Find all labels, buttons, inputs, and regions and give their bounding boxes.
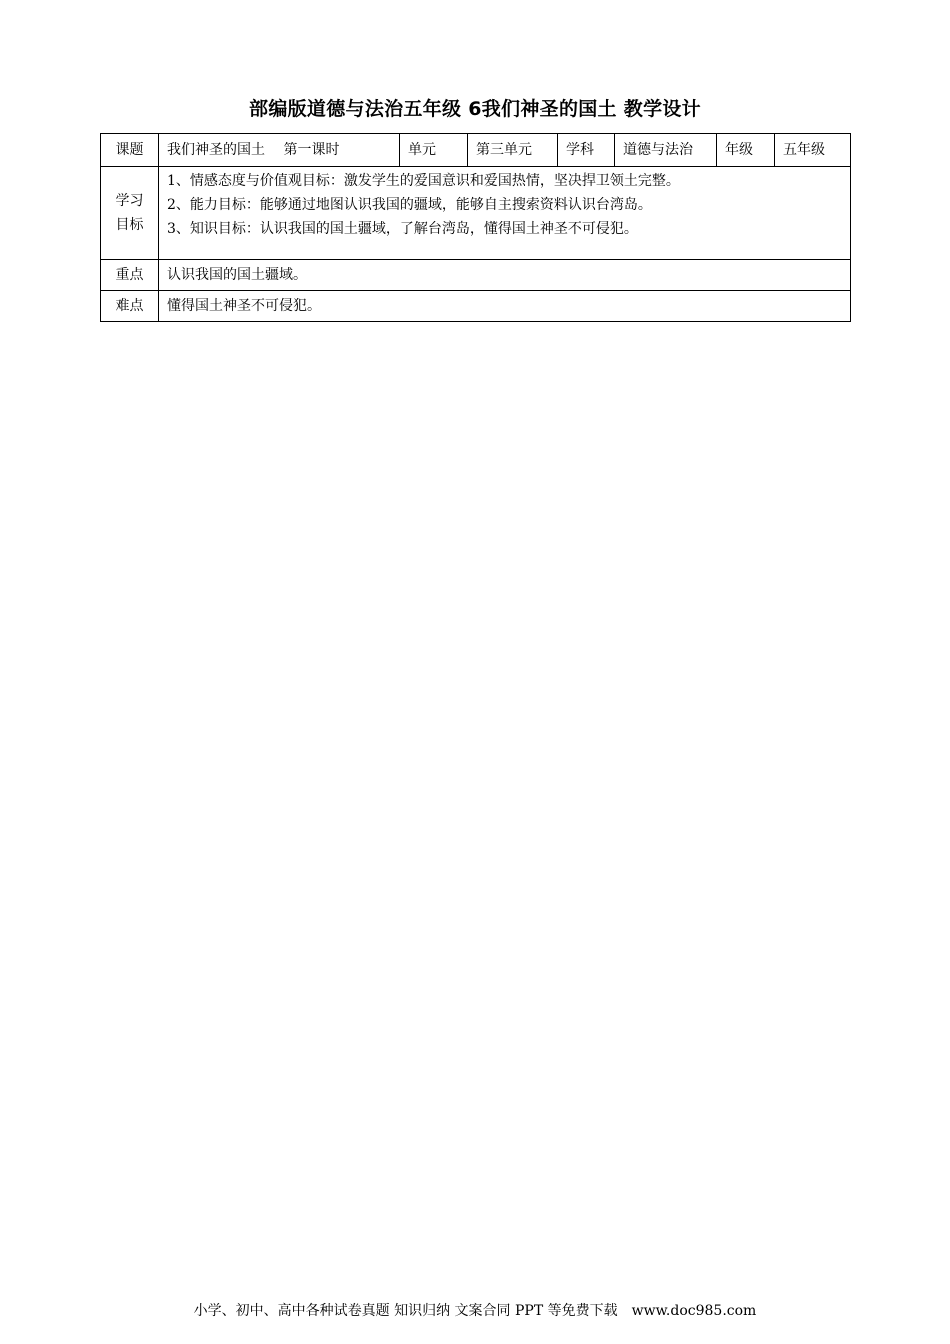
page-footer: 小学、初中、高中各种试卷真题 知识归纳 文案合同 PPT 等免费下载 www.doc985.com bbox=[193, 1303, 757, 1319]
goal-item-ability: 2、能力目标：能够通过地图认识我国的疆域，能够自主搜索资料认识台湾岛。 bbox=[167, 197, 652, 213]
unit-value: 第三单元 bbox=[468, 134, 558, 167]
difficulty-label: 难点 bbox=[101, 291, 159, 322]
key-point-label: 重点 bbox=[101, 260, 159, 291]
learning-goals-label-line1: 学习 bbox=[115, 193, 144, 209]
topic-label: 课题 bbox=[101, 134, 159, 167]
table-row-key-point bbox=[101, 260, 851, 291]
topic-value: 我们神圣的国土 第一课时 bbox=[159, 134, 400, 167]
grade-label: 年级 bbox=[717, 134, 775, 167]
goal-item-emotion: 1、情感态度与价值观目标：激发学生的爱国意识和爱国热情，坚决捍卫领土完整。 bbox=[167, 173, 680, 189]
table-row-learning-goals bbox=[101, 167, 851, 260]
document-title: 部编版道德与法治五年级 6我们神圣的国土 教学设计 bbox=[249, 98, 701, 120]
table-row-header-info bbox=[101, 134, 851, 167]
goal-item-knowledge: 3、知识目标：认识我国的国土疆域，了解台湾岛，懂得国土神圣不可侵犯。 bbox=[167, 221, 638, 237]
grade-value: 五年级 bbox=[775, 134, 851, 167]
unit-label: 单元 bbox=[400, 134, 468, 167]
learning-goals-content bbox=[159, 167, 851, 260]
table-row-difficulty bbox=[101, 291, 851, 322]
key-point-value: 认识我国的国土疆域。 bbox=[159, 260, 851, 291]
subject-value: 道德与法治 bbox=[615, 134, 717, 167]
lesson-design-table bbox=[100, 133, 851, 322]
learning-goals-label-line2: 目标 bbox=[115, 217, 144, 233]
difficulty-value: 懂得国土神圣不可侵犯。 bbox=[159, 291, 851, 322]
subject-label: 学科 bbox=[558, 134, 615, 167]
learning-goals-label bbox=[101, 167, 159, 260]
